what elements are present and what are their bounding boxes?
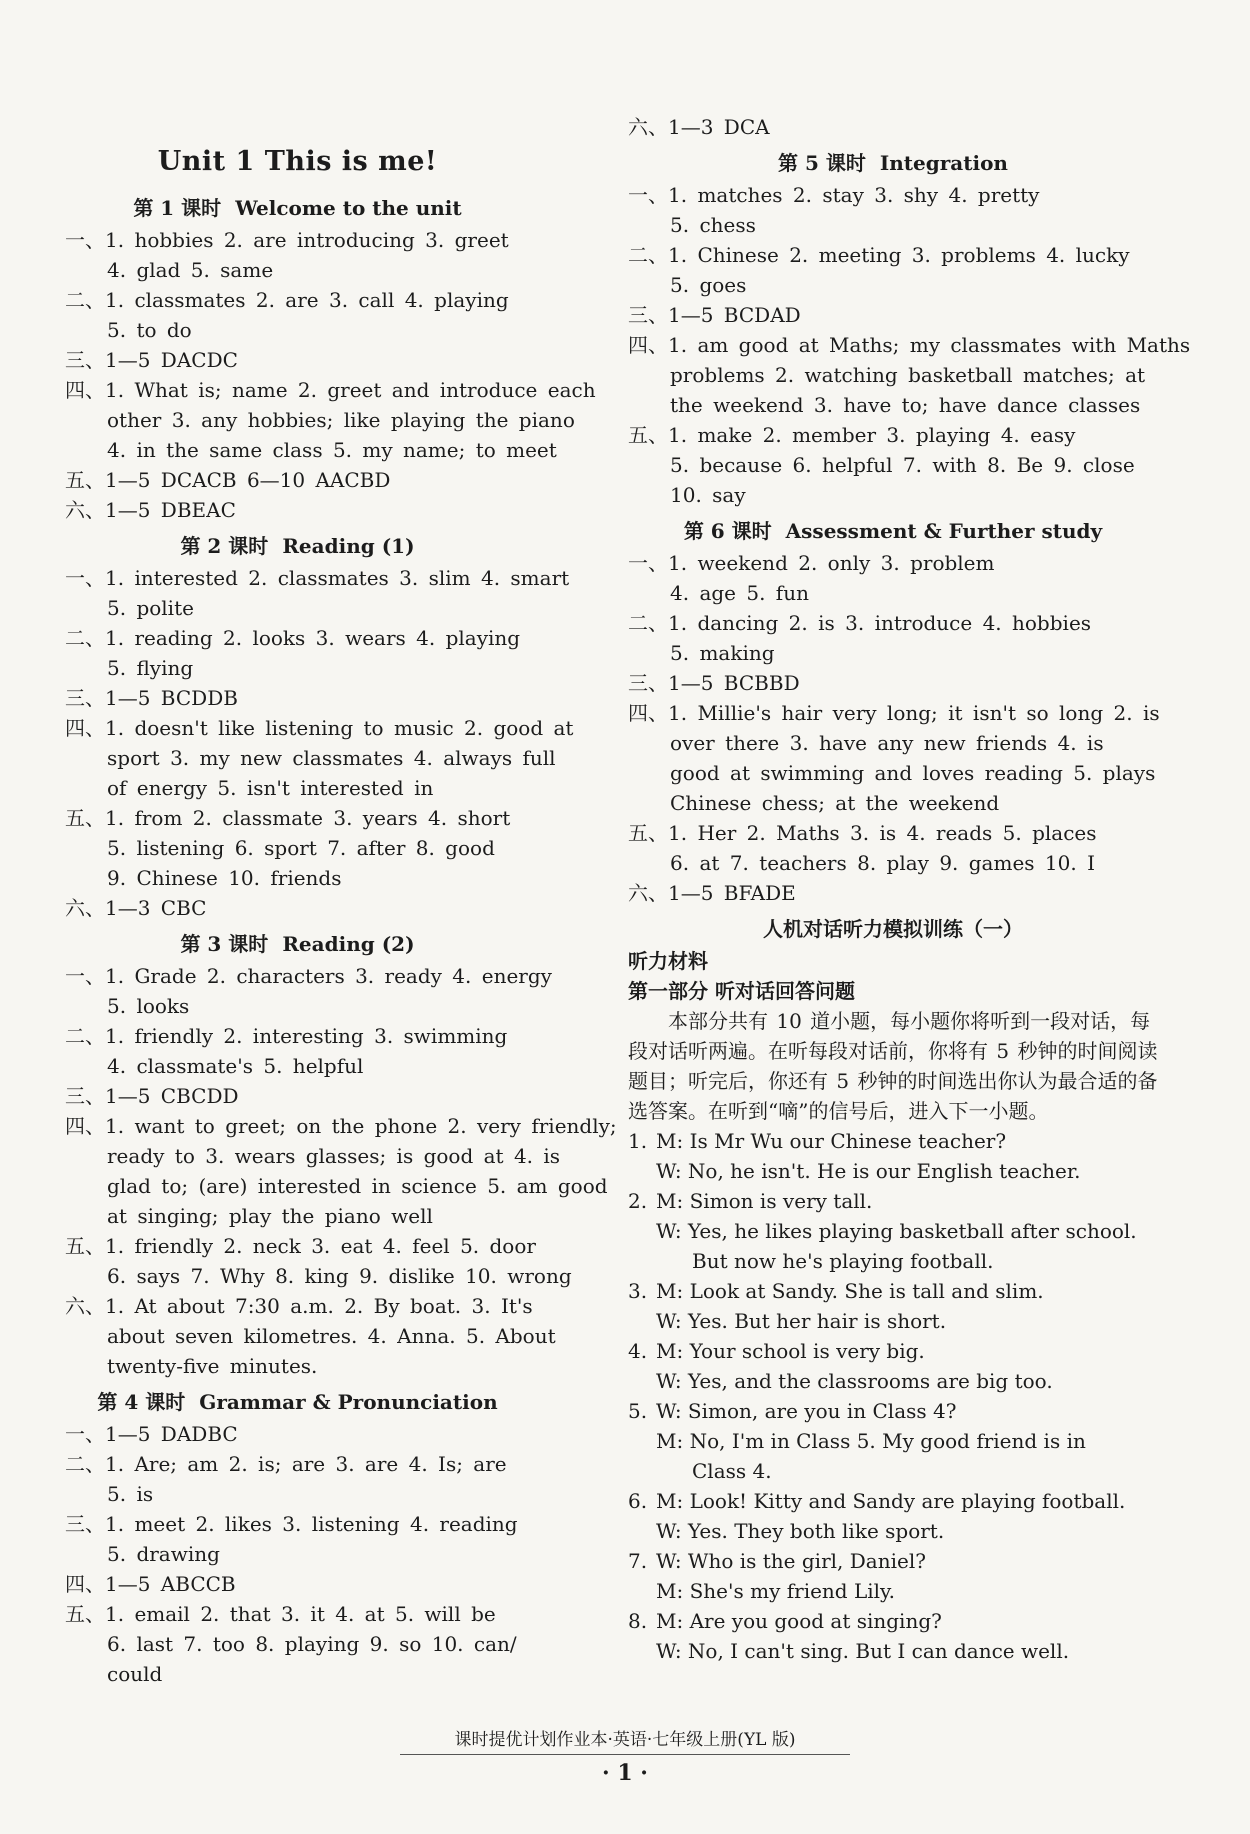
answer-line: could [107,1662,163,1686]
answer-line: 二、1. dancing 2. is 3. introduce 4. hobbies [628,611,1092,635]
answer-line: 四、1. want to greet; on the phone 2. very friendly; [65,1114,617,1138]
answer-line: good at swimming and loves reading 5. plays [670,761,1156,785]
answer-line: 五、1. from 2. classmate 3. years 4. short [65,806,511,830]
answer-line: 5. polite [107,596,194,620]
material-label: 听力材料 [628,949,708,973]
answer-line: 四、1. am good at Maths; my classmates with Maths [628,333,1191,357]
lesson-5-title: 第 5 课时 Integration [778,151,1008,175]
lesson-6-answers [628,548,1158,908]
answer-line: 六、1—5 DBEAC [65,498,236,522]
answer-line: 六、1—3 DCA [628,115,770,139]
answer-line: 三、1—5 BCBBD [628,671,800,695]
answer-line: of energy 5. isn't interested in [107,776,434,800]
answer-line: 4. classmate's 5. helpful [107,1054,364,1078]
answer-line: 5. is [107,1482,154,1506]
answer-line: about seven kilometres. 4. Anna. 5. About [107,1324,556,1348]
dialogue-line: W: Yes, and the classrooms are big too. [656,1369,1053,1393]
dialogue-line [628,1276,1158,1306]
answer-line: 二、1. Chinese 2. meeting 3. problems 4. lucky [628,243,1130,267]
dialogue-number: 5. [628,1399,648,1423]
answer-line: 五、1. email 2. that 3. it 4. at 5. will be [65,1602,496,1626]
left-column [65,112,617,1689]
dialogue-number: 8. [628,1609,648,1633]
answer-line: 二、1. reading 2. looks 3. wears 4. playing [65,626,521,650]
dialogue-text: M: Is Mr Wu our Chinese teacher? [656,1129,1007,1153]
answer-line: sport 3. my new classmates 4. always full [107,746,556,770]
dialogue-number: 3. [628,1279,648,1303]
dialogue-number: 7. [628,1549,648,1573]
dialogue-line: W: No, I can't sing. But I can dance well. [656,1639,1070,1663]
answer-line: the weekend 3. have to; have dance classes [670,393,1141,417]
footer-text: 课时提优计划作业本·英语·七年级上册(YL 版) [454,1730,796,1750]
dialogue-number: 1. [628,1129,648,1153]
answer-line: 5. looks [107,994,190,1018]
lesson-3-answers [65,961,617,1381]
lesson-2-answers [65,563,574,923]
dialogue-text: M: Simon is very tall. [656,1189,873,1213]
answer-line: 6. at 7. teachers 8. play 9. games 10. I [670,851,1095,875]
answer-line: 9. Chinese 10. friends [107,866,342,890]
answer-line: 四、1—5 ABCCB [65,1572,236,1596]
footer-rule [400,1754,850,1755]
lesson-6-title: 第 6 课时 Assessment & Further study [683,519,1103,543]
dialogue-number: 4. [628,1339,648,1363]
dialogues [628,1126,1158,1666]
answer-line: 三、1—5 BCDDB [65,686,238,710]
listening-title: 人机对话听力模拟训练（一） [763,917,1023,941]
dialogue-text: M: Your school is very big. [656,1339,925,1363]
dialogue-line: W: No, he isn't. He is our English teacher. [656,1159,1081,1183]
answer-line: 三、1. meet 2. likes 3. listening 4. reading [65,1512,518,1536]
answer-line: 二、1. friendly 2. interesting 3. swimming [65,1024,508,1048]
answer-line: 5. chess [670,213,756,237]
answer-line: 一、1. hobbies 2. are introducing 3. greet [65,228,509,252]
answer-line: 三、1—5 CBCDD [65,1084,239,1108]
answer-line: 一、1. matches 2. stay 3. shy 4. pretty [628,183,1040,207]
lesson-2-title: 第 2 课时 Reading (1) [180,534,415,558]
dialogue-text: M: Look at Sandy. She is tall and slim. [656,1279,1044,1303]
unit-title: Unit 1 This is me! [157,146,438,177]
instructions: 本部分共有 10 道小题，每小题你将听到一段对话，每段对话听两遍。在听每段对话前，你将有 5 秒钟的时间阅读题目；听完后，你还有 5 秒钟的时间选出你认为最合适的备选答案。在听到“嘀”的信号后，进入下一小题。 [628,1009,1158,1123]
answer-line: 5. because 6. helpful 7. with 8. Be 9. close [670,453,1135,477]
lesson-5-answers [628,180,1191,510]
answer-line: 三、1—5 DACDC [65,348,238,372]
dialogue-text: W: Simon, are you in Class 4? [656,1399,957,1423]
answer-line: 五、1. friendly 2. neck 3. eat 4. feel 5. door [65,1234,536,1258]
answer-line: 4. glad 5. same [107,258,274,282]
answer-line: 一、1. Grade 2. characters 3. ready 4. energy [65,964,552,988]
answer-line: other 3. any hobbies; like playing the piano [107,408,575,432]
answer-line: over there 3. have any new friends 4. is [670,731,1104,755]
dialogue-text: M: Look! Kitty and Sandy are playing football. [656,1489,1126,1513]
dialogue-line: But now he's playing football. [692,1249,994,1273]
right-column [628,112,1191,1666]
dialogue-line [628,1486,1158,1516]
answer-line: 5. goes [670,273,747,297]
answer-line: 二、1. Are; am 2. is; are 3. are 4. Is; are [65,1452,507,1476]
dialogue-line: M: No, I'm in Class 5. My good friend is in [656,1429,1086,1453]
answer-line: 五、1—5 DCACB 6—10 AACBD [65,468,391,492]
part1-label: 第一部分 听对话回答问题 [628,979,855,1003]
dialogue-line: M: She's my friend Lily. [656,1579,896,1603]
dialogue-line [628,1336,1158,1366]
lesson-1-title: 第 1 课时 Welcome to the unit [133,196,462,220]
dialogue-line [628,1126,1158,1156]
dialogue-line: W: Yes, he likes playing basketball after school. [656,1219,1137,1243]
dialogue-number: 2. [628,1189,648,1213]
dialogue-line [628,1186,1158,1216]
answer-line: 一、1. interested 2. classmates 3. slim 4. smart [65,566,570,590]
lesson-1-answers [65,225,596,525]
dialogue-line: W: Yes. But her hair is short. [656,1309,947,1333]
lesson-4-answers [65,1419,530,1689]
answer-line: 5. to do [107,318,192,342]
answer-line: twenty-five minutes. [107,1354,318,1378]
answer-line: 一、1—5 DADBC [65,1422,238,1446]
answer-line: Chinese chess; at the weekend [670,791,1000,815]
answer-line: 二、1. classmates 2. are 3. call 4. playing [65,288,509,312]
answer-line: 四、1. doesn't like listening to music 2. good at [65,716,574,740]
dialogue-line [628,1606,1158,1636]
answer-line: 10. say [670,483,746,507]
answer-line: 5. making [670,641,775,665]
dialogue-line [628,1546,1158,1576]
answer-line: 四、1. Millie's hair very long; it isn't so long 2. is [628,701,1160,725]
lesson-3-title: 第 3 课时 Reading (2) [180,932,415,956]
answer-line: glad to; (are) interested in science 5. am good [107,1174,608,1198]
answer-line: 4. age 5. fun [670,581,809,605]
answer-line: 六、1—5 BFADE [628,881,796,905]
answer-line: 五、1. make 2. member 3. playing 4. easy [628,423,1076,447]
answer-line: 6. says 7. Why 8. king 9. dislike 10. wrong [107,1264,572,1288]
answer-line: 五、1. Her 2. Maths 3. is 4. reads 5. places [628,821,1097,845]
dialogue-text: W: Who is the girl, Daniel? [656,1549,926,1573]
answer-line: 一、1. weekend 2. only 3. problem [628,551,995,575]
lesson-4-title: 第 4 课时 Grammar & Pronunciation [97,1390,498,1414]
answer-line: 5. drawing [107,1542,220,1566]
dialogue-line [628,1396,1158,1426]
answer-line: 六、1. At about 7:30 a.m. 2. By boat. 3. It's [65,1294,533,1318]
answer-line: 4. in the same class 5. my name; to meet [107,438,557,462]
answer-line: problems 2. watching basketball matches; at [670,363,1146,387]
answer-line: 5. listening 6. sport 7. after 8. good [107,836,495,860]
carryover-answers [628,112,1158,142]
dialogue-number: 6. [628,1489,648,1513]
dialogue-line: Class 4. [692,1459,772,1483]
footer [0,1725,1250,1755]
page-number: · 1 · [602,1760,648,1786]
answer-line: ready to 3. wears glasses; is good at 4. is [107,1144,561,1168]
dialogue-line: W: Yes. They both like sport. [656,1519,945,1543]
dialogue-text: M: Are you good at singing? [656,1609,942,1633]
answer-line: 四、1. What is; name 2. greet and introduce each [65,378,596,402]
answer-line: 六、1—3 CBC [65,896,207,920]
answer-line: 5. flying [107,656,194,680]
answer-line: 三、1—5 BCDAD [628,303,801,327]
answer-line: 6. last 7. too 8. playing 9. so 10. can/ [107,1632,517,1656]
answer-line: at singing; play the piano well [107,1204,433,1228]
